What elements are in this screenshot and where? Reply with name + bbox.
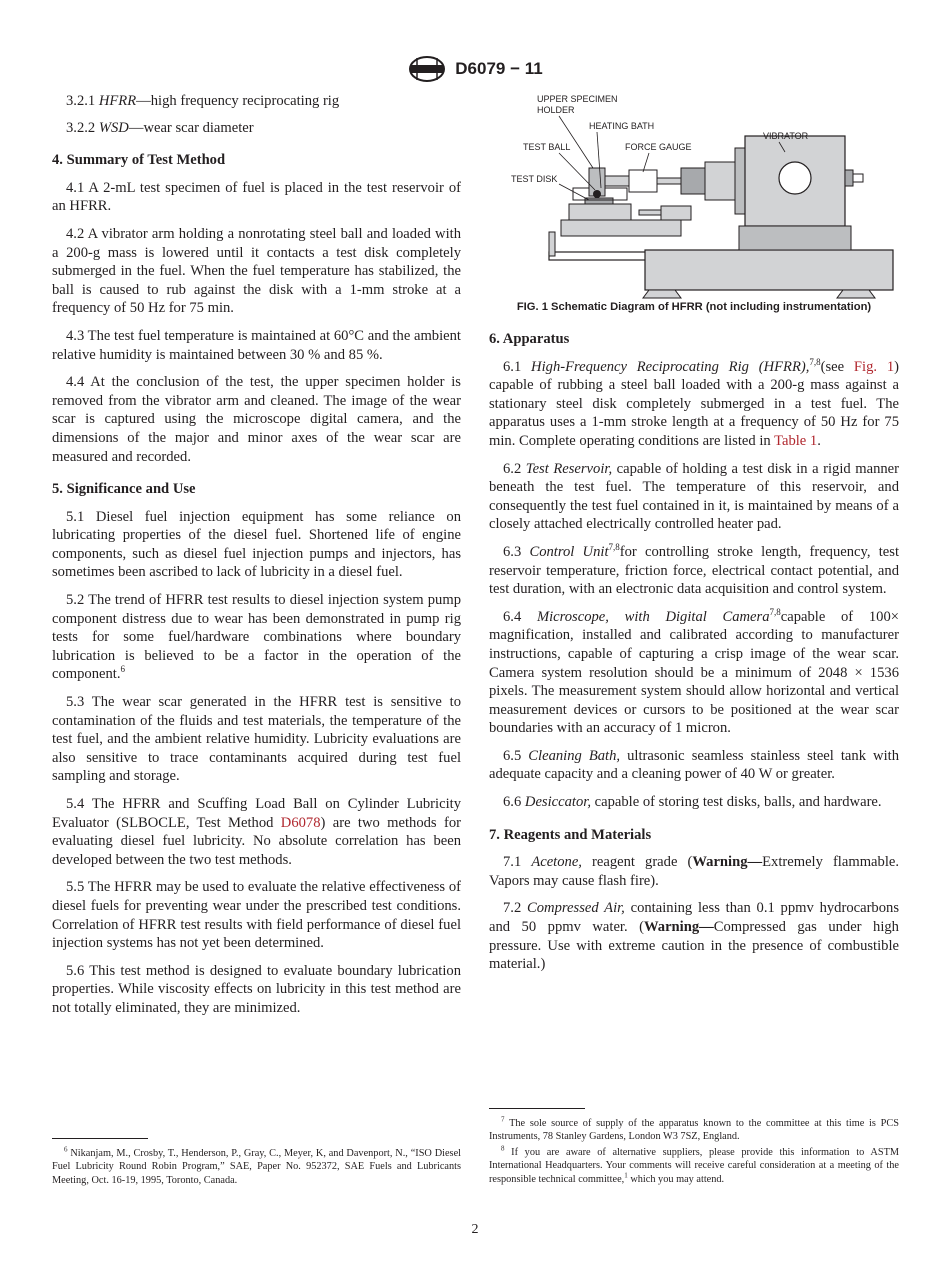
paragraph-4-4: 4.4 At the conclusion of the test, the upper specimen holder is removed from the vibrator arm and cleaned. The image of the wear scar is captured using the microscope digital camera, and the dimensions of the major and minor axes of the wear scar are measured and recorded. [52, 374, 461, 465]
label-upper-specimen-holder-2: HOLDER [537, 105, 575, 115]
paragraph-5-1: 5.1 Diesel fuel injection equipment has some reliance on lubricating properties of the diesel fuel. Shortened life of engine components, such as diesel fuel injection pumps and injectors, has sometimes been ascribed to lack of lubricity in a diesel fuel. [52, 508, 461, 581]
vibrator-shaft [853, 174, 863, 182]
definitions [52, 92, 461, 137]
paragraph-6-4: 6.4 Microscope, with Digital Camera$^{7,8}$capable of 100× magnification, installed and calibrated according to manufacturer instructions, capable of capturing a crisp image of the wear scar. Camera system resolution should be a minimum of 2048 × 1536 pixels. The measurement system should allow horizontal and vertical measurement devices or cursors to be positioned at the wear scar boundaries with an accuracy of 1 micron. [489, 606, 899, 737]
page-number: 2 [471, 1222, 479, 1237]
hfrr-schematic [489, 92, 899, 310]
vibrator-neck [705, 162, 735, 200]
figure-1-caption: FIG. 1 Schematic Diagram of HFRR (not including instrumentation) [516, 301, 872, 313]
footnote-7: $^7$ The sole source of supply of the apparatus known to the committee at this time is PCS Instruments, 78 Stanley Gardens, London W3 7SZ, England. [489, 1115, 899, 1143]
paragraph-5-3: 5.3 The wear scar generated in the HFRR test is sensitive to contamination of the fluids and test materials, the temperature of the test fuel, and the ambient relative humidity. Lubricity evaluations are also sensitive to trace contaminants acquired during test fuel sampling and storage. [52, 694, 461, 785]
page-header [0, 56, 950, 82]
rod [657, 178, 681, 184]
paragraph-6-1: 6.1 High-Frequency Reciprocating Rig (HFRR),$^{7,8}$(see Fig. 1) capable of rubbing a steel ball loaded with a 200-g mass against a stationary steel disk completely submerged in a test fuel. The apparatus uses a 1-mm stroke length at a frequency of 50 Hz for 75 min. Complete operating conditions are listed in Table 1. [489, 356, 899, 449]
vibrator-flange [735, 148, 745, 214]
paragraph-5-2: 5.2 The trend of HFRR test results to diesel injection system pump component distress due to wear has been demonstrated in pump rig tests for some fuel/hardware combinations where boundary lubrication is believed to be a factor in the operation of the component.$^6$ [52, 592, 461, 683]
paragraph-4-2: 4.2 A vibrator arm holding a nonrotating steel ball and loaded with a 200-g mass is lowered until it contacts a test disk completely submerged in the fuel. When the fuel temperature has stabilized, the ball is caused to rub against the disk with a 1-mm stroke at a frequency of 50 Hz for 75 min. [52, 225, 461, 317]
right-column [489, 92, 899, 983]
vibrator-stand [645, 250, 893, 290]
label-test-ball: TEST BALL [523, 142, 571, 152]
label-force-gauge: FORCE GAUGE [625, 142, 692, 152]
definition-wsd: 3.2.2 WSD—wear scar diameter [66, 119, 254, 136]
paragraph-6-2: 6.2 Test Reservoir, capable of holding a test disk in a rigid manner beneath the test fuel. The temperature of this reservoir, and consequently the test fuel contained in it, is maintained by means of a closely attached electrically controlled heater pad. [489, 460, 900, 533]
footnote-8: $^8$ If you are aware of alternative suppliers, please provide this information to ASTM International Headquarters. Your comments will receive careful consideration at a meeting of the responsible technical committee,$^1$ which you may attend. [489, 1144, 900, 1185]
label-test-disk: TEST DISK [511, 174, 558, 184]
link-table-1[interactable]: Table 1 [774, 432, 818, 449]
reservoir-block [569, 204, 631, 220]
test-disk [585, 198, 613, 204]
footnote-divider-right [489, 1108, 585, 1109]
vibrator-dial [779, 162, 811, 194]
label-upper-specimen-holder-1: UPPER SPECIMEN [537, 94, 618, 104]
document-designation: D6079 − 11 [455, 59, 543, 78]
link-fig-1[interactable]: Fig. 1 [853, 358, 895, 375]
footnote-6: $^6$ Nikanjam, M., Crosby, T., Henderson, P., Gray, C., Meyer, K, and Davenport, N., “ISO Diesel Fuel Lubricity Round Robin Program,” SAE, Paper No. 952372, SAE Fuels and Lubricants Meeting, Oct. 16-19, 1995, Toronto, Canada. [52, 1145, 461, 1186]
lower-mount [661, 206, 691, 220]
definition-hfrr: 3.2.1 HFRR—high frequency reciprocating rig [66, 93, 340, 109]
left-frame [549, 232, 555, 256]
paragraph-5-5: 5.5 The HFRR may be used to evaluate the relative effectiveness of diesel fuels for preventing wear under the prescribed test conditions. Correlation of HFRR test results with field performance of diesel fuel injection systems has not yet been determined. [52, 879, 461, 952]
coupler [681, 168, 705, 194]
right-foot [837, 290, 875, 298]
paragraph-5-6: 5.6 This test method is designed to evaluate boundary lubrication properties. While viscosity effects on lubricity in this test method are not totally eliminated, they are minimized. [52, 962, 461, 1016]
label-heating-bath: HEATING BATH [589, 121, 655, 131]
left-foot [643, 290, 681, 298]
left-column [52, 92, 461, 1027]
label-vibrator: VIBRATOR [763, 131, 809, 141]
lower-platform [561, 220, 681, 236]
vibrator-end [845, 170, 853, 186]
link-d6078[interactable]: D6078 [280, 814, 321, 831]
force-gauge [629, 170, 657, 192]
left-footnotes [52, 1138, 461, 1189]
lower-rod [639, 210, 661, 215]
paragraph-4-1: 4.1 A 2-mL test specimen of fuel is placed in the test reservoir of an HFRR. [52, 179, 461, 215]
footnote-divider [52, 1138, 148, 1139]
test-ball [593, 190, 601, 198]
paragraph-7-1: 7.1 Acetone, reagent grade (Warning—Extremely flammable. Vapors may cause flash fire). [489, 854, 900, 889]
paragraph-6-5: 6.5 Cleaning Bath, ultrasonic seamless stainless steel tank with adequate capacity and a cleaning power of 40 W or greater. [489, 747, 899, 783]
paragraph-6-3: 6.3 Control Unit$^{7,8}$for controlling stroke length, frequency, test reservoir temperature, friction force, electrical contact potential, and test duration, with an electronic data acquisition and control system. [489, 542, 899, 598]
section-6-title: 6. Apparatus [489, 331, 570, 347]
paragraph-6-6: 6.6 Desiccator, capable of storing test disks, balls, and hardware. [503, 794, 882, 811]
section-4-title: 4. Summary of Test Method [52, 152, 226, 169]
paragraph-7-2: 7.2 Compressed Air, containing less than 0.1 ppmv hydrocarbons and 50 ppmv water. (Warning—Compressed gas under high pressure. Use with extreme caution in the presence of combustible material.) [489, 900, 899, 973]
figure-1-hfrr-diagram [489, 92, 899, 292]
right-footnotes [489, 1108, 899, 1188]
footnote-ref-6[interactable]: 6 [120, 664, 125, 675]
astm-logo-icon [407, 56, 447, 82]
section-5-title: 5. Significance and Use [52, 481, 196, 498]
paragraph-5-4: 5.4 The HFRR and Scuffing Load Ball on Cylinder Lubricity Evaluator (SLBOCLE, Test Method D6078) are two methods for evaluating diesel fuel lubricity. No absolute correlation has been developed between the two test methods. [52, 796, 461, 868]
section-7-title: 7. Reagents and Materials [489, 826, 652, 843]
paragraph-4-3: 4.3 The test fuel temperature is maintained at 60°C and the ambient relative humidity is maintained between 30 % and 85 %. [52, 327, 461, 363]
stand-top [739, 226, 851, 250]
